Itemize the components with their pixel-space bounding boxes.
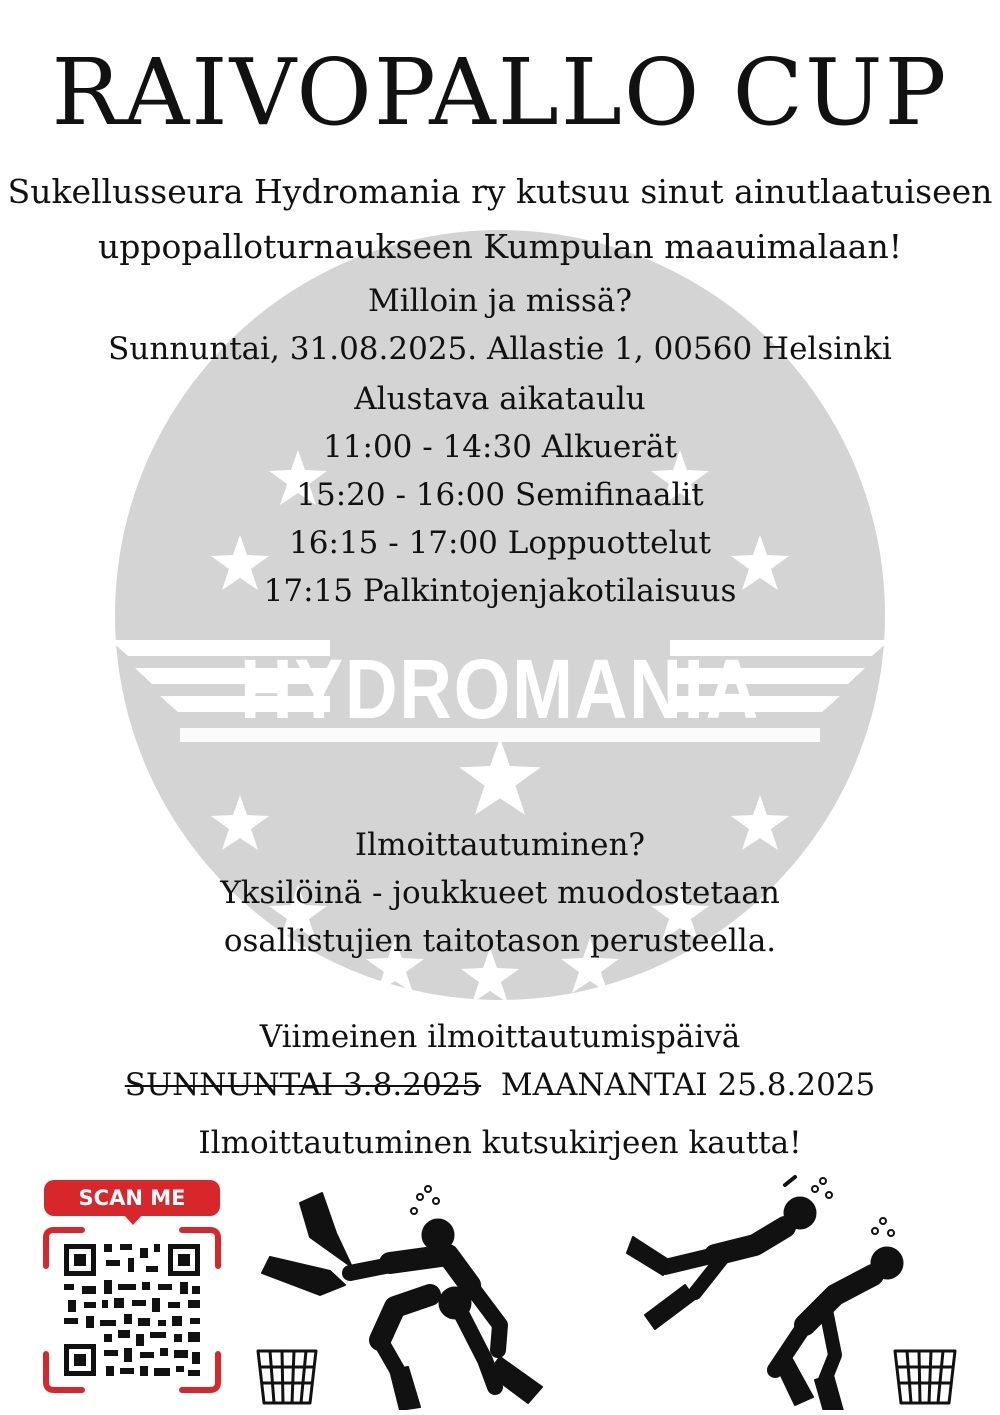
- intro-line-2: uppopalloturnaukseen Kumpulan maauimalaan!: [97, 227, 902, 266]
- registration-heading: Ilmoittautuminen?: [354, 827, 646, 863]
- registration-line-1: Yksilöinä - joukkueet muodostetaan: [220, 875, 780, 911]
- when-where-heading: Milloin ja missä?: [367, 283, 633, 319]
- qr-code[interactable]: [42, 1226, 222, 1394]
- old-deadline-date: SUNNUNTAI 3.8.2025: [124, 1067, 482, 1103]
- deadline-heading: Viimeinen ilmoittautumispäivä: [259, 1019, 741, 1055]
- registration-note: Ilmoittautuminen kutsukirjeen kautta!: [198, 1125, 802, 1161]
- schedule-heading: Alustava aikataulu: [354, 381, 646, 417]
- deadline-dates: [0, 1064, 1000, 1106]
- when-where-details: Sunnuntai, 31.08.2025. Allastie 1, 00560 Helsinki: [108, 331, 892, 367]
- schedule-item: 17:15 Palkintojenjakotilaisuus: [263, 573, 737, 609]
- divers-illustration-right: [625, 1175, 975, 1410]
- hydromania-logo-text: HYDROMANIA: [240, 642, 760, 736]
- basket-icon: [895, 1351, 955, 1403]
- registration-line-2: osallistujien taitotason perusteella.: [223, 923, 777, 959]
- new-deadline-date: MAANANTAI 25.8.2025: [500, 1067, 876, 1103]
- divers-illustration-left: [250, 1175, 580, 1410]
- schedule-item: 16:15 - 17:00 Loppuottelut: [289, 525, 711, 561]
- page-title: RAIVOPALLO CUP: [51, 39, 949, 146]
- schedule-item: 15:20 - 16:00 Semifinaalit: [296, 477, 704, 513]
- schedule-item: 11:00 - 14:30 Alkuerät: [323, 429, 677, 465]
- intro-line-1: Sukellusseura Hydromania ry kutsuu sinut ainutlaatuiseen: [7, 172, 993, 211]
- scan-me-label: SCAN ME: [44, 1180, 220, 1216]
- qr-code-block[interactable]: [42, 1180, 222, 1395]
- basket-icon: [258, 1351, 316, 1403]
